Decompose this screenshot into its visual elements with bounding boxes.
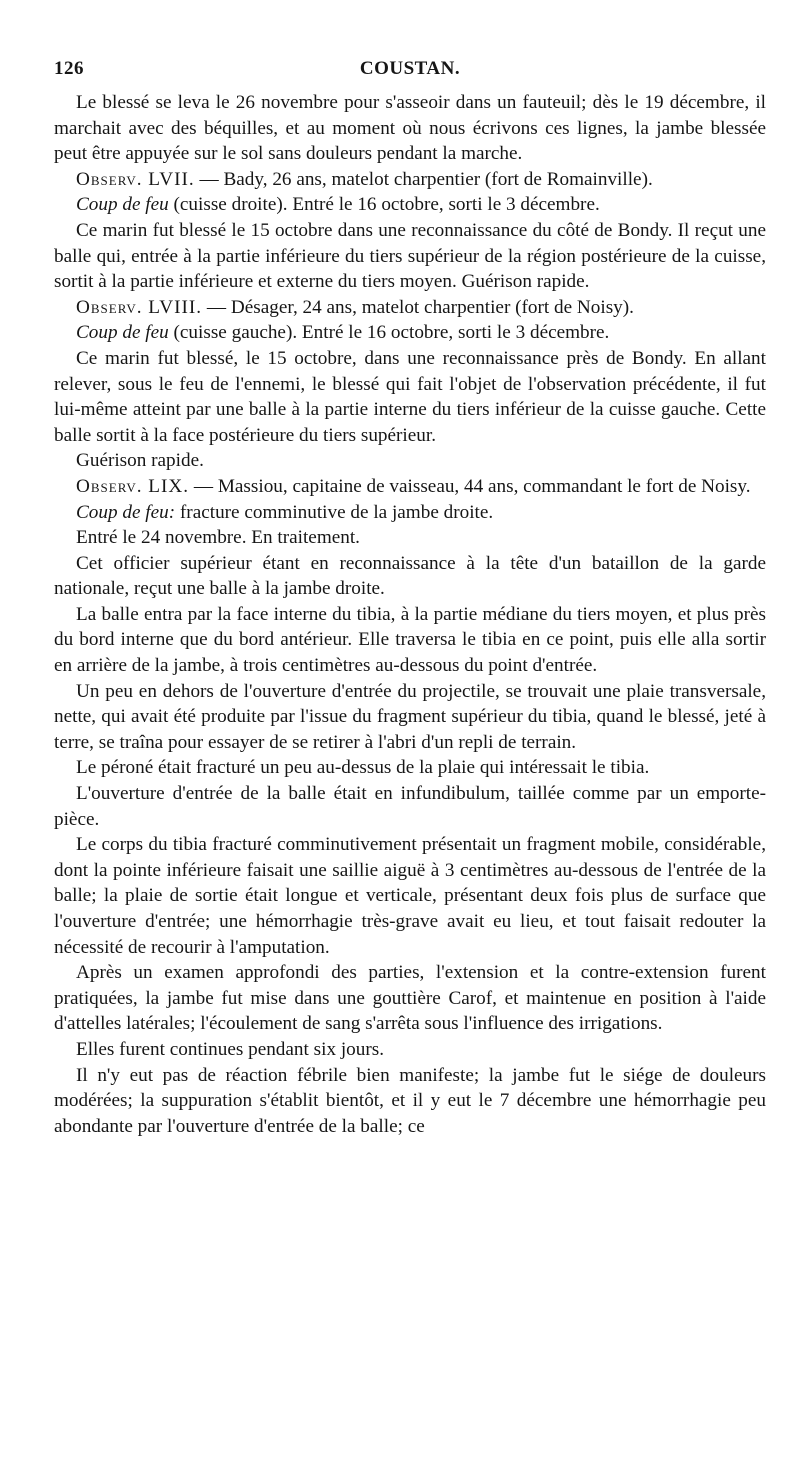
paragraph: Ce marin fut blessé, le 15 octobre, dans une reconnaissance près de Bondy. En allant relever, sous le feu de l'ennemi, le blessé qui fait l'objet de l'observation précédente, il fut lui-même atteint par une balle à la partie interne du tiers inférieur de la cuisse gauche. Cette balle sortit à la face postérieure du tiers supérieur. [54,347,766,446]
observation-diagnosis [54,320,766,346]
paragraph: Guérison rapide. [76,450,204,472]
running-title: COUSTAN. [359,58,461,79]
body-text [54,90,766,1139]
paragraph: Le blessé se leva le 26 novembre pour s'asseoir dans un fauteuil; dès le 19 décembre, il marchait avec des béquilles, et au moment où nous écrivons ces lignes, la jambe blessée peut être appuyée sur le sol sans douleurs pendant la marche. [54,92,766,165]
observation-label: Observ. LIX. [76,475,190,497]
observation-heading [54,295,766,321]
paragraph: Après un examen approfondi des parties, l'extension et la contre-extension furent pratiquées, la jambe fut mise dans une gouttière Carof, et maintenue en position à l'aide d'attelles latérales; l'écoulement de sang s'arrêta sous l'influence des irrigations. [54,962,766,1035]
observation-heading [54,167,766,193]
observation-heading [54,474,766,500]
paragraph: Cet officier supérieur étant en reconnaissance à la tête d'un bataillon de la garde nationale, reçut une balle à la jambe droite. [54,552,766,600]
diagnosis-detail: (cuisse droite). Entré le 16 octobre, sorti le 3 décembre. [168,194,600,216]
paragraph: La balle entra par la face interne du tibia, à la partie médiane du tiers moyen, et plus près du bord interne que du bord antérieur. Elle traversa le tibia en ce point, puis elle alla sortir en arrière de la jambe, à trois centimètres au-dessous du point d'entrée. [54,603,766,677]
observation-diagnosis [54,192,766,218]
diagnosis-detail: fracture comminutive de la jambe droite. [175,501,494,523]
paragraph: Elles furent continues pendant six jours. [76,1038,385,1060]
diagnosis-label: Coup de feu [76,322,169,344]
page-header [54,56,766,90]
observation-title: — Désager, 24 ans, matelot charpentier (fort de Noisy). [202,296,634,318]
paragraph: Il n'y eut pas de réaction fébrile bien manifeste; la jambe fut le siége de douleurs modérées; la suppuration s'établit bientôt, et il y eut le 7 décembre une hémorrhagie peu abondante par l'ouverture d'entrée de la balle; ce [54,1064,766,1137]
page-number: 126 [54,58,84,79]
paragraph: L'ouverture d'entrée de la balle était en infundibulum, taillée comme par un emporte-pièce. [54,783,766,830]
observation-diagnosis [54,500,766,526]
paragraph: Le corps du tibia fracturé comminutivement présentait un fragment mobile, considérable, dont la pointe inférieure faisait une saillie aiguë à 3 centimètres au-dessous de l'entrée de la balle; la plaie de sortie était longue et verticale, présentant deux fois plus de surface que l'ouverture d'entrée; une hémorrhagie très-grave avait eu lieu, et tout faisait redouter la nécessité de recourir à l'amputation. [54,834,766,958]
paragraph: Entré le 24 novembre. En traitement. [76,527,360,549]
diagnosis-detail: (cuisse gauche). Entré le 16 octobre, sorti le 3 décembre. [168,322,610,344]
diagnosis-label: Coup de feu: [76,501,176,523]
observation-label: Observ. LVII. [76,168,195,190]
diagnosis-label: Coup de feu [76,194,169,216]
paragraph: Un peu en dehors de l'ouverture d'entrée du projectile, se trouvait une plaie transversale, nette, qui avait été produite par l'issue du fragment supérieur du tibia, quand le blessé, jeté à terre, se traîna pour essayer de se retirer à l'abri d'un repli de terrain. [54,680,766,753]
paragraph: Ce marin fut blessé le 15 octobre dans une reconnaissance du côté de Bondy. Il reçut une balle qui, entrée à la partie inférieure du tiers supérieur de la région postérieure de la cuisse, sortit à la partie inférieure et externe du tiers moyen. Guérison rapide. [54,219,766,293]
observation-title: — Bady, 26 ans, matelot charpentier (fort de Romainville). [194,168,653,190]
paragraph: Le péroné était fracturé un peu au-dessus de la plaie qui intéressait le tibia. [76,757,650,779]
observation-title: — Massiou, capitaine de vaisseau, 44 ans, commandant le fort de Noisy. [189,475,751,497]
observation-label: Observ. LVIII. [76,296,203,318]
